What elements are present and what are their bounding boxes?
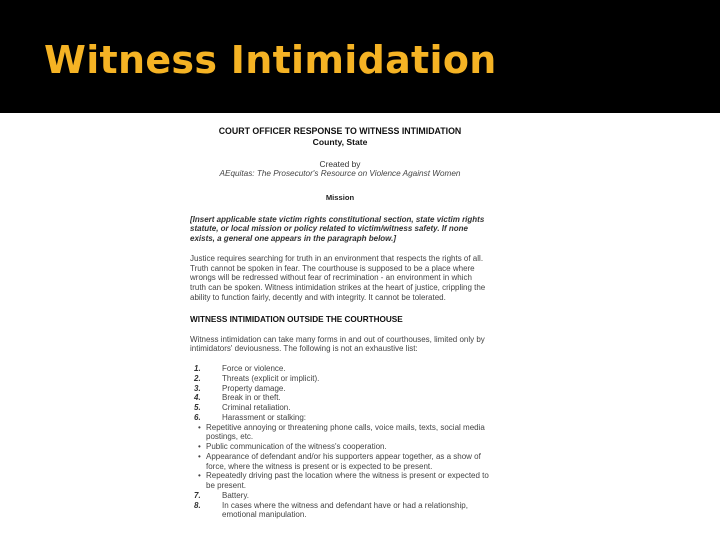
bullet-icon: • <box>198 422 201 432</box>
list-item <box>190 374 490 384</box>
list-item-text: Criminal retaliation. <box>222 403 291 413</box>
mission-paragraph: Justice requires searching for truth in an environment that respects the rights of all. Truth cannot be spoken in fear. The courthouse is supposed to be a place where wrongs will be redressed without fear of recrimination - an environment in which truth can be spoken. Witness intimidation strikes at the heart of justice, crippling the ability to function fairly, decently and with integrity. It cannot be tolerated. <box>190 253 486 302</box>
list-item-text: Property damage. <box>222 383 286 393</box>
list-item-text: Battery. <box>222 490 249 500</box>
list-item-number: 7. <box>194 490 201 500</box>
list-item-number: 5. <box>194 403 201 413</box>
list-item <box>190 364 490 374</box>
sub-bullet-text: Appearance of defendant and/or his supporters appear together, as a show of force, where the witness is present or is expected to be present. <box>206 451 481 471</box>
list-item <box>190 501 490 521</box>
created-by-line: Created by <box>319 159 361 170</box>
sub-bullet-text: Repeatedly driving past the location where the witness is present or expected to be present. <box>206 471 489 491</box>
source-line: AEquitas: The Prosecutor's Resource on Violence Against Women <box>219 169 461 179</box>
document-image <box>190 126 490 538</box>
document-subheading: County, State <box>312 136 368 147</box>
list-item-text: Break in or theft. <box>222 393 281 403</box>
list-item <box>190 491 490 501</box>
list-item-text: Harassment or stalking: <box>222 412 307 422</box>
list-item-number: 3. <box>194 383 201 393</box>
intimidation-list <box>190 364 490 520</box>
bullet-icon: • <box>198 471 201 481</box>
sub-bullet <box>190 442 490 452</box>
list-item-text: Threats (explicit or implicit). <box>222 373 320 383</box>
list-item <box>190 413 490 423</box>
list-item-number: 6. <box>194 412 201 422</box>
list-item-number: 4. <box>194 393 201 403</box>
sub-bullet-text: Public communication of the witness's cooperation. <box>206 442 387 452</box>
sub-bullet <box>190 471 490 491</box>
sub-bullet-text: Repetitive annoying or threatening phone calls, voice mails, texts, social media postings, etc. <box>206 422 485 442</box>
bullet-icon: • <box>198 451 201 461</box>
document-heading: COURT OFFICER RESPONSE TO WITNESS INTIMIDATION <box>218 126 462 136</box>
mission-heading: Mission <box>325 193 355 203</box>
list-item-text: In cases where the witness and defendant have or had a relationship, emotional manipulation. <box>222 500 468 520</box>
list-item-number: 2. <box>194 373 201 383</box>
list-item-number: 8. <box>194 500 201 510</box>
slide-title: Witness Intimidation <box>44 38 497 82</box>
list-item <box>190 403 490 413</box>
section-intro: Witness intimidation can take many forms in and out of courthouses, limited only by intimidators' deviousness. The following is not an exhaustive list: <box>190 334 485 354</box>
list-item <box>190 384 490 394</box>
list-item-text: Force or violence. <box>222 364 286 374</box>
bullet-icon: • <box>198 442 201 452</box>
list-item <box>190 393 490 403</box>
insert-note: [Insert applicable state victim rights constitutional section, state victim rights statute, or local mission or policy related to victim/witness safety. If none exists, a general one appears in the paragraph below.] <box>190 214 485 244</box>
sub-bullet <box>190 452 490 472</box>
section-heading: WITNESS INTIMIDATION OUTSIDE THE COURTHOUSE <box>190 314 403 324</box>
sub-bullet <box>190 423 490 443</box>
list-item-number: 1. <box>194 364 201 374</box>
title-bar <box>0 0 720 113</box>
